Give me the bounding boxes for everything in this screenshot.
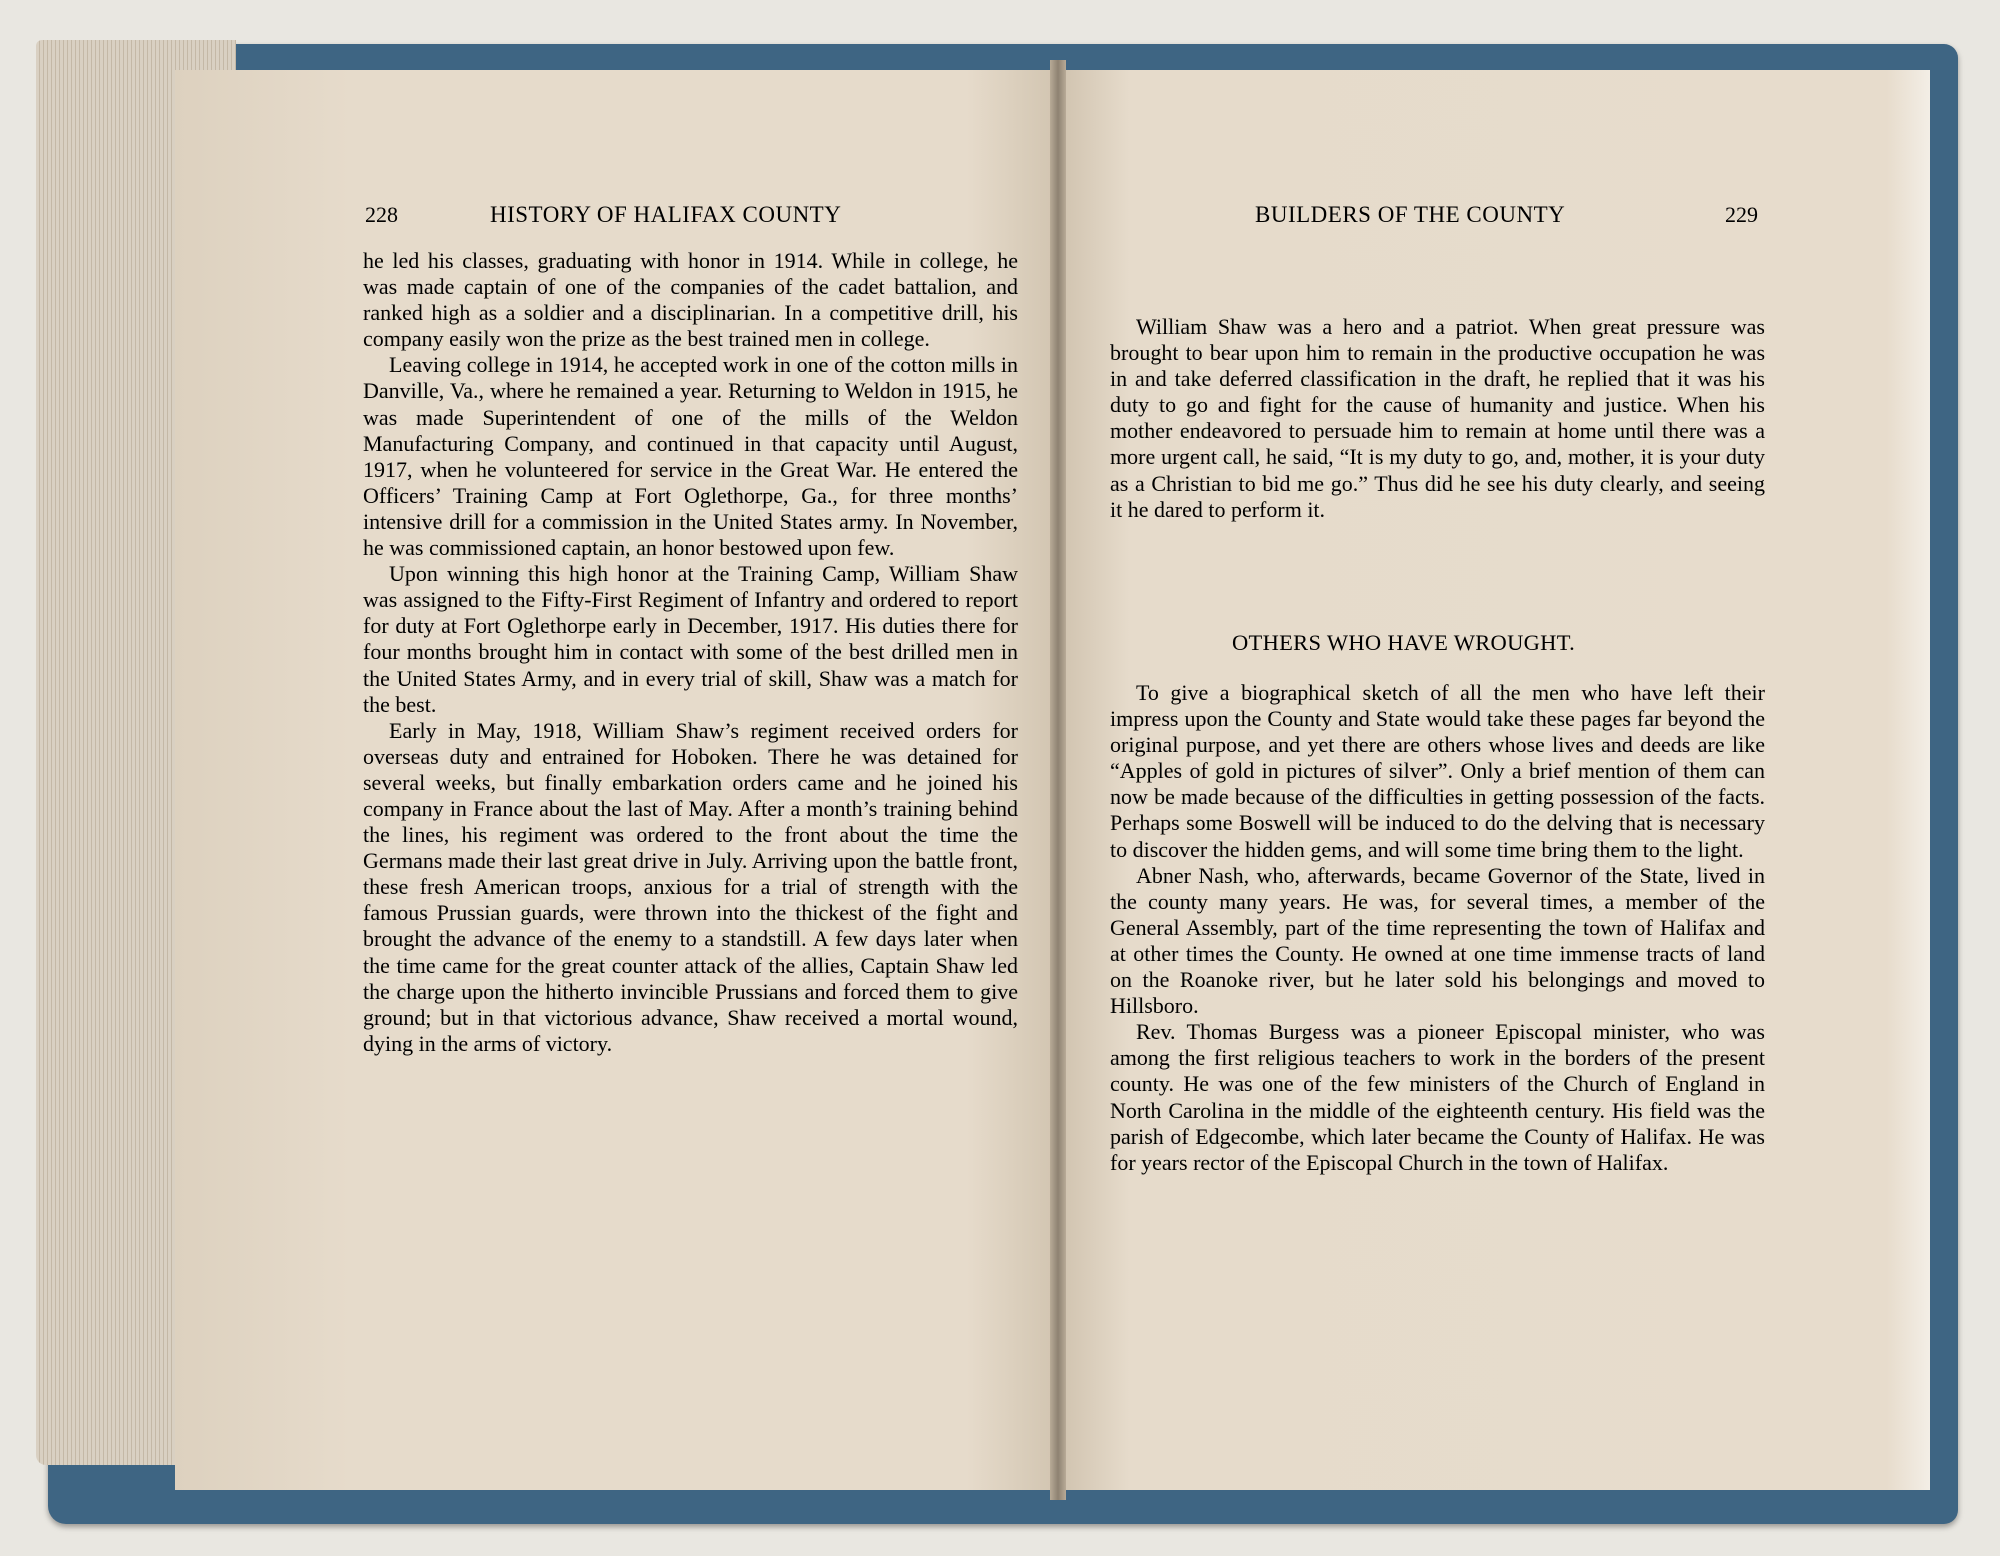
paragraph: Upon winning this high honor at the Training Camp, William Shaw was assigned to the Fifty-First Regiment of Infantry and ordered to report for duty at Fort Oglethorpe early in December, 1917. His duties there for four months brought him in contact with some of the best drilled men in the United States Army, and in every trial of skill, Shaw was a match for the best.	[363, 561, 1018, 717]
right-page-number: 229	[1725, 202, 1758, 227]
right-intro-text	[1110, 314, 1765, 523]
book-gutter	[1050, 60, 1066, 1500]
paragraph: Leaving college in 1914, he accepted work in one of the cotton mills in Danville, Va., where he remained a year. Returning to Weldon in 1915, he was made Superintendent of one of the mills of the Weldon Manufacturing Company, and continued in that capacity until August, 1917, when he volunteered for service in the Great War. He entered the Officers’ Training Camp at Fort Oglethorpe, Ga., for three months’ intensive drill for a commission in the United States army. In November, he was commissioned captain, an honor bestowed upon few.	[363, 352, 1018, 561]
right-page-body	[1110, 680, 1765, 1176]
paragraph: Rev. Thomas Burgess was a pioneer Episcopal minister, who was among the first religious teachers to work in the borders of the present county. He was one of the few ministers of the Church of England in North Carolina in the middle of the eighteenth century. His field was the parish of Edgecombe, which later became the County of Halifax. He was for years rector of the Episcopal Church in the town of Halifax.	[1110, 1019, 1765, 1175]
left-page-body	[363, 248, 1018, 1057]
paragraph: To give a biographical sketch of all the men who have left their impress upon the County and State would take these pages far beyond the original purpose, and yet there are others whose lives and deeds are like “Apples of gold in pictures of silver”. Only a brief mention of them can now be made because of the difficulties in getting possession of the facts. Perhaps some Boswell will be induced to do the delving that is necessary to discover the hidden gems, and will some time bring them to the light.	[1110, 680, 1765, 862]
right-running-head: BUILDERS OF THE COUNTY	[1255, 202, 1566, 227]
left-page-number: 228	[365, 202, 398, 227]
paragraph: he led his classes, graduating with honor in 1914. While in college, he was made captain of one of the companies of the cadet battalion, and ranked high as a soldier and a disciplinarian. In a competitive drill, his company easily won the prize as the best trained men in college.	[363, 248, 1018, 352]
section-heading: OTHERS WHO HAVE WROUGHT.	[1232, 630, 1576, 655]
left-running-head: HISTORY OF HALIFAX COUNTY	[490, 202, 842, 227]
paragraph: Early in May, 1918, William Shaw’s regiment received orders for overseas duty and entrained for Hoboken. There he was detained for several weeks, but finally embarkation orders came and he joined his company in France about the last of May. After a month’s training behind the lines, his regiment was ordered to the front about the time the Germans made their last great drive in July. Arriving upon the battle front, these fresh American troops, anxious for a trial of strength with the famous Prussian guards, were thrown into the thickest of the fight and brought the advance of the enemy to a standstill. A few days later when the time came for the great counter attack of the allies, Captain Shaw led the charge upon the hitherto invincible Prussians and forced them to give ground; but in that victorious advance, Shaw received a mortal wound, dying in the arms of victory.	[363, 717, 1018, 1056]
paragraph: William Shaw was a hero and a patriot. When great pressure was brought to bear upon him to remain in the productive occupation he was in and take deferred classification in the draft, he replied that it was his duty to go and fight for the cause of humanity and justice. When his mother endeavored to persuade him to remain at home until there was a more urgent call, he said, “It is my duty to go, and, mother, it is your duty as a Christian to bid me go.” Thus did he see his duty clearly, and seeing it he dared to perform it.	[1110, 314, 1765, 522]
paragraph: Abner Nash, who, afterwards, became Governor of the State, lived in the county many years. He was, for several times, a member of the General Assembly, part of the time representing the town of Halifax and at other times the County. He owned at one time immense tracts of land on the Roanoke river, but he later sold his belongings and moved to Hillsboro.	[1110, 862, 1765, 1019]
